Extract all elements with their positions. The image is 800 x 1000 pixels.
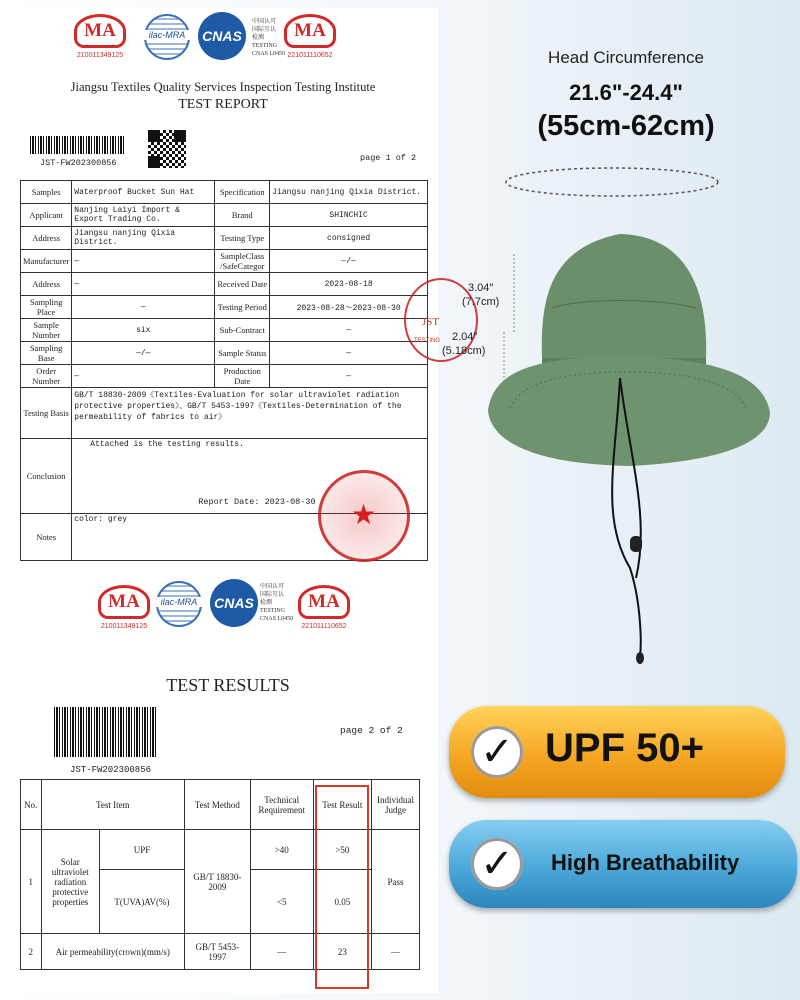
header-test-method: Test Method (184, 780, 250, 830)
checkmark-icon: ✓ (471, 838, 523, 890)
cell-value: 2023-08-28～2023-08-30 (270, 296, 428, 319)
barcode (54, 707, 158, 757)
test-report-page-2 (18, 573, 438, 993)
test-report-page-1 (18, 8, 441, 573)
header-no: No. (21, 780, 42, 830)
page-number: page 1 of 2 (360, 153, 417, 163)
test-item-air: Air permeability(crown)(mm/s) (41, 934, 184, 970)
cell-value: Waterproof Bucket Sun Hat (72, 181, 215, 204)
star-icon: ★ (351, 500, 377, 531)
seal-text: JST (422, 316, 440, 328)
checkmark-icon: ✓ (471, 726, 523, 778)
cnas-testing-text: 中国认可 国际互认 检测 TESTING CNAS L0450 (252, 19, 286, 57)
header-individual-judge: Individual Judge (371, 780, 419, 830)
requirement-air: — (250, 934, 313, 970)
ma-certification-logo-right: MA 221011110652 (280, 14, 340, 59)
result-upf: >50 (313, 830, 371, 870)
judge-pass: Pass (371, 830, 419, 934)
header-technical-requirement: Technical Requirement (250, 780, 313, 830)
crown-height-inches: 3.04″ (468, 282, 494, 294)
upf-badge (449, 706, 785, 798)
cell-label: Brand (215, 204, 270, 227)
cell-label: Address (21, 273, 72, 296)
official-red-stamp (318, 470, 410, 562)
report-number: JST-FW202300856 (70, 765, 152, 775)
cell-label: Address (21, 227, 72, 250)
cnas-testing-text: 中国认可 国际互认 检测 TESTING CNAS L0450 (260, 584, 294, 622)
head-circumference-label: Head Circumference (548, 48, 704, 67)
row-number: 1 (21, 830, 42, 934)
cnas-logo: CNAS (196, 12, 248, 60)
cord-lock (630, 536, 642, 552)
cell-value: color: grey (72, 514, 428, 561)
header-test-result: Test Result (313, 780, 371, 830)
hat-crown (542, 234, 706, 358)
result-air: 23 (313, 934, 371, 970)
cell-label: Applicant (21, 204, 72, 227)
circumference-ellipse (506, 168, 718, 196)
cell-value: — (270, 365, 428, 388)
cell-label: Sample Number (21, 319, 72, 342)
header-test-item: Test Item (41, 780, 184, 830)
cell-value: GB/T 18830-2009《Textiles-Evaluation for solar ultraviolet radiation protective properties》、GB/T 5453-1997《Textiles-Determination of the permeability of fabrics to air》 (72, 388, 428, 439)
results-title: TEST RESULTS (166, 675, 290, 695)
cell-label: Production Date (215, 365, 270, 388)
cell-label: Samples (21, 181, 72, 204)
judge-air: — (371, 934, 419, 970)
cell-label: Manufacturer (21, 250, 72, 273)
cell-value: — (270, 319, 428, 342)
cnas-logo: CNAS (208, 579, 260, 627)
cell-value: — (72, 365, 215, 388)
requirement-uva: <5 (250, 870, 313, 934)
cell-value: — (72, 296, 215, 319)
crown-height-cm: (7.7cm) (462, 296, 500, 308)
brim-width-inches: 2.04″ (452, 331, 478, 343)
result-highlight-box (315, 785, 369, 989)
test-method-air: GB/T 5453-1997 (184, 934, 250, 970)
cell-label: Specification (215, 181, 270, 204)
cell-value: —/— (72, 342, 215, 365)
hat-brim (488, 356, 770, 466)
sub-item-uva: T(UVA)AV(%) (99, 870, 184, 934)
barcode (30, 136, 126, 154)
cell-label: Testing Type (215, 227, 270, 250)
cell-label: SampleClass /SafeCategor (215, 250, 270, 273)
qr-code (148, 130, 186, 168)
cell-label: Testing Period (215, 296, 270, 319)
cell-value: — (72, 250, 215, 273)
cell-value: — (72, 273, 215, 296)
cell-value: —/— (270, 250, 428, 273)
ma-certification-logo: MA 210011349125 (94, 585, 154, 630)
cell-label: Conclusion (21, 439, 72, 514)
requirement-upf: >40 (250, 830, 313, 870)
cell-label: Sampling Base (21, 342, 72, 365)
hat-illustration (470, 158, 780, 678)
conclusion-text: Attached is the testing results. (90, 440, 244, 449)
cell-label: Order Number (21, 365, 72, 388)
cell-label: Sub-Contract (215, 319, 270, 342)
test-method: GB/T 18830-2009 (184, 830, 250, 934)
cell-value: SHINCHIC (270, 204, 428, 227)
ma-certification-logo-right: MA 221011110652 (294, 585, 354, 630)
ilac-mra-logo: ilac-MRA (154, 581, 204, 627)
breathability-badge-text: High Breathability (551, 850, 740, 875)
page-number: page 2 of 2 (340, 725, 403, 736)
head-circumference-cm: (55cm-62cm) (537, 110, 715, 142)
upf-badge-text: UPF 50+ (545, 726, 704, 770)
cell-value: Jiangsu nanjing Qixia District. (270, 181, 428, 204)
cell-value: Nanjing Laiyi Import & Export Trading Co. (72, 204, 215, 227)
row-number: 2 (21, 934, 42, 970)
cell-value: Jiangsu nanjing Qixia District. (72, 227, 215, 250)
cell-label: Sample Status (215, 342, 270, 365)
result-uva: 0.05 (313, 870, 371, 934)
ilac-mra-logo: ilac-MRA (142, 14, 192, 60)
cell-value: six (72, 319, 215, 342)
seal-subtext: TESTING (414, 338, 441, 344)
report-title: TEST REPORT (178, 97, 268, 112)
breathability-badge (449, 820, 797, 908)
cell-value: consigned (270, 227, 428, 250)
cell-label: Received Date (215, 273, 270, 296)
test-item-group: Solar ultraviolet radiation protective properties (41, 830, 99, 934)
cell-value: — (270, 342, 428, 365)
report-date: Report Date: 2023-08-30 (198, 497, 316, 507)
head-circumference-inches: 21.6"-24.4" (569, 80, 683, 105)
sub-item-upf: UPF (99, 830, 184, 870)
cell-value: 2023-08-18 (270, 273, 428, 296)
report-number: JST-FW202300856 (40, 158, 117, 168)
ma-certification-logo: MA 210011349125 (70, 14, 130, 59)
brim-width-cm: (5.18cm) (442, 345, 486, 357)
cell-label: Notes (21, 514, 72, 561)
cell-label: Sampling Place (21, 296, 72, 319)
cell-label: Testing Basis (21, 388, 72, 439)
institute-name: Jiangsu Textiles Quality Services Inspection Testing Institute (70, 80, 376, 94)
